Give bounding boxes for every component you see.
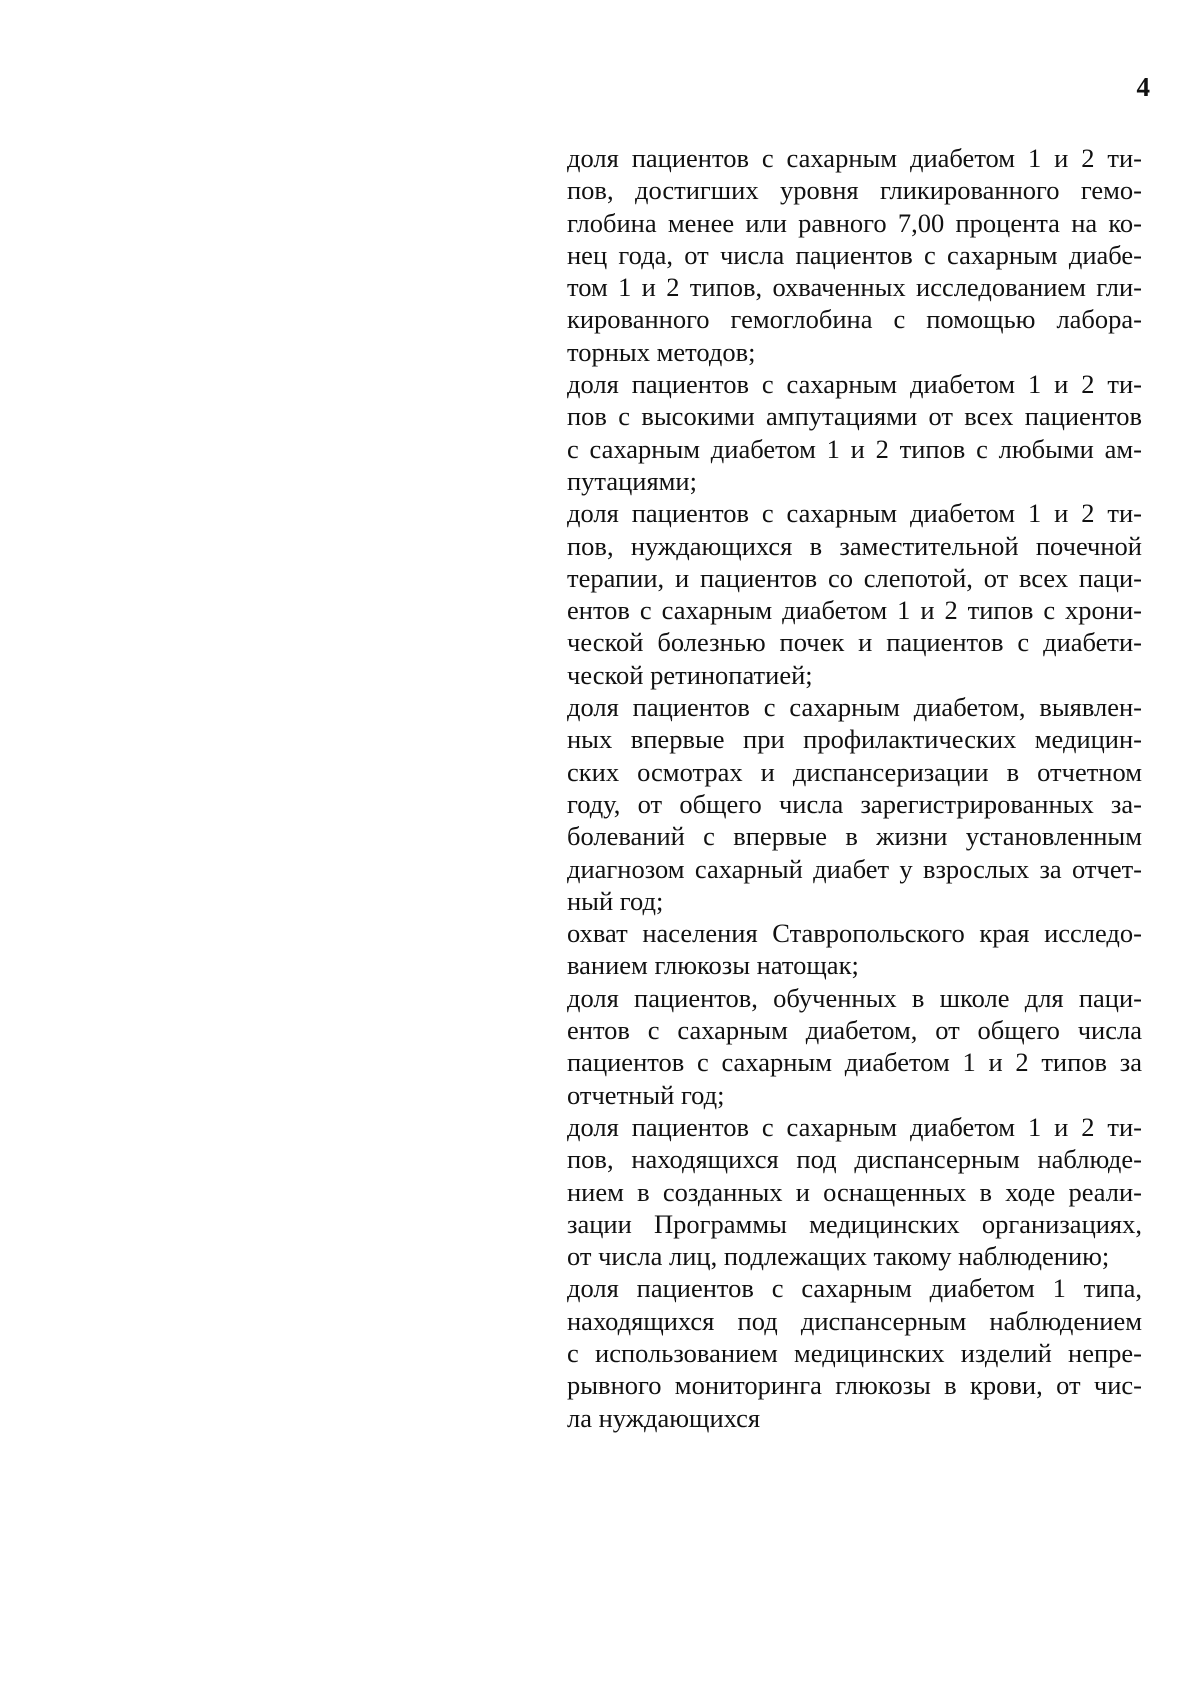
text-line: ческой ретинопатией;: [567, 659, 813, 690]
indicator-item: [567, 1111, 1142, 1272]
text-line: диагнозом сахарный диабет у взрослых за отчет-: [567, 853, 1142, 884]
text-line: доля пациентов с сахарным диабетом 1 и 2 ти-: [567, 1111, 1142, 1142]
indicator-item: [567, 1272, 1142, 1433]
text-line: зации Программы медицинских организациях,: [567, 1208, 1142, 1239]
text-line: доля пациентов с сахарным диабетом 1 типа,: [567, 1273, 1142, 1304]
text-line: отчетный год;: [567, 1079, 725, 1110]
text-line: с использованием медицинских изделий непре-: [567, 1337, 1142, 1368]
text-line: ских осмотрах и диспансеризации в отчетном: [567, 756, 1142, 787]
text-line: нец года, от числа пациентов с сахарным диабе-: [567, 239, 1142, 270]
indicator-list: [567, 142, 1142, 1434]
text-line: ческой болезнью почек и пациентов с диабети-: [567, 627, 1142, 658]
text-line: глобина менее или равного 7,00 процента на ко-: [567, 207, 1142, 238]
text-line: доля пациентов с сахарным диабетом 1 и 2 ти-: [567, 369, 1142, 400]
text-line: доля пациентов с сахарным диабетом 1 и 2 ти-: [567, 143, 1142, 173]
indicator-item: [567, 691, 1142, 917]
indicator-item: [567, 497, 1142, 691]
indicator-item: [567, 982, 1142, 1111]
text-line: пов с высокими ампутациями от всех пациентов: [567, 401, 1142, 432]
text-line: от числа лиц, подлежащих такому наблюдению;: [567, 1241, 1110, 1272]
text-line: ных впервые при профилактических медицин-: [567, 724, 1142, 755]
text-line: ентов с сахарным диабетом, от общего числа: [567, 1015, 1142, 1046]
text-line: охват населения Ставропольского края исследо-: [567, 918, 1142, 949]
text-line: с сахарным диабетом 1 и 2 типов с любыми ам-: [567, 433, 1142, 464]
text-line: болеваний с впервые в жизни установленным: [567, 821, 1142, 852]
text-line: терапии, и пациентов со слепотой, от всех паци-: [567, 562, 1142, 593]
text-line: ла нуждающихся: [567, 1402, 761, 1433]
text-line: ный год;: [567, 885, 664, 916]
text-line: доля пациентов с сахарным диабетом 1 и 2 ти-: [567, 498, 1142, 529]
text-line: том 1 и 2 типов, охваченных исследованием гли-: [567, 272, 1142, 303]
text-line: году, от общего числа зарегистрированных за-: [567, 788, 1142, 819]
text-line: торных методов;: [567, 336, 756, 367]
text-line: пов, находящихся под диспансерным наблюде-: [567, 1144, 1142, 1175]
text-line: доля пациентов, обученных в школе для паци-: [567, 982, 1142, 1013]
indicator-item: [567, 917, 1142, 982]
text-line: рывного мониторинга глюкозы в крови, от чис-: [567, 1370, 1142, 1401]
indicator-item: [567, 142, 1142, 368]
text-line: находящихся под диспансерным наблюдением: [567, 1305, 1142, 1336]
text-line: пов, нуждающихся в заместительной почечной: [567, 530, 1142, 561]
text-line: пов, достигших уровня гликированного гемо-: [567, 175, 1142, 206]
text-line: ентов с сахарным диабетом 1 и 2 типов с хрони-: [567, 595, 1142, 626]
page-number: 4: [1136, 72, 1150, 102]
indicator-item: [567, 368, 1142, 497]
text-line: нием в созданных и оснащенных в ходе реали-: [567, 1176, 1142, 1207]
text-line: доля пациентов с сахарным диабетом, выявлен-: [567, 692, 1142, 723]
text-line: путациями;: [567, 465, 697, 496]
text-line: ванием глюкозы натощак;: [567, 950, 859, 981]
text-line: пациентов с сахарным диабетом 1 и 2 типов за: [567, 1047, 1142, 1078]
text-line: кированного гемоглобина с помощью лабора-: [567, 304, 1142, 335]
